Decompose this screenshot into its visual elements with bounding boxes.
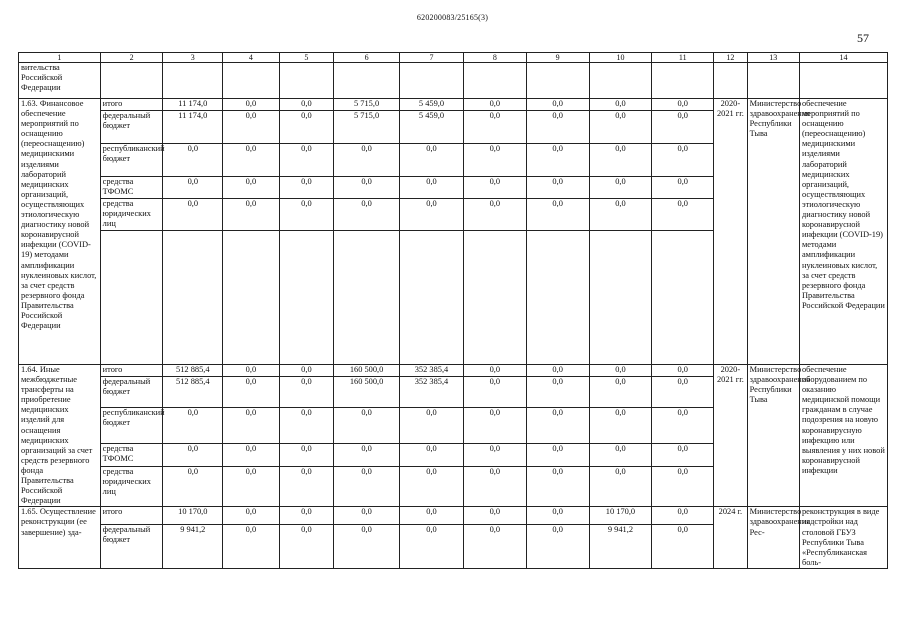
empty-cell: [400, 231, 464, 365]
funding-source: республиканский бюджет: [100, 407, 163, 444]
value-cell: 0,0: [279, 144, 333, 177]
value-cell: 0,0: [223, 466, 280, 507]
value-cell: 0,0: [463, 466, 526, 507]
value-cell: 0,0: [163, 407, 223, 444]
funding-source: средства ТФОМС: [100, 444, 163, 466]
column-header: 11: [652, 53, 714, 63]
value-cell: 9 941,2: [589, 524, 652, 568]
value-cell: 5 715,0: [334, 99, 400, 111]
funding-source: республиканский бюджет: [100, 144, 163, 177]
empty-cell: [334, 231, 400, 365]
column-header: 3: [163, 53, 223, 63]
header-row: [19, 53, 888, 63]
value-cell: 0,0: [223, 99, 280, 111]
value-cell: 0,0: [279, 524, 333, 568]
empty-cell: [223, 231, 280, 365]
value-cell: 0,0: [463, 199, 526, 231]
value-cell: 0,0: [526, 466, 589, 507]
executor: Министерство здравоохранения Республики Тыва: [747, 99, 799, 365]
value-cell: 0,0: [652, 177, 714, 199]
column-header: 13: [747, 53, 799, 63]
value-cell: 0,0: [526, 199, 589, 231]
value-cell: 0,0: [223, 444, 280, 466]
page-number: 57: [857, 31, 869, 45]
funding-source: итого: [100, 507, 163, 525]
empty-cell: [463, 231, 526, 365]
value-cell: 352 385,4: [400, 377, 464, 407]
value-cell: 0,0: [334, 407, 400, 444]
value-cell: 11 174,0: [163, 111, 223, 144]
empty-cell: [747, 63, 799, 99]
value-cell: 0,0: [163, 144, 223, 177]
period: 2020-2021 гг.: [714, 99, 748, 365]
column-header: 6: [334, 53, 400, 63]
column-header: 2: [100, 53, 163, 63]
value-cell: 0,0: [652, 111, 714, 144]
value-cell: 0,0: [279, 444, 333, 466]
value-cell: 0,0: [589, 177, 652, 199]
column-header: 14: [799, 53, 887, 63]
value-cell: 0,0: [223, 524, 280, 568]
value-cell: 0,0: [279, 507, 333, 525]
value-cell: 0,0: [652, 377, 714, 407]
column-header: 9: [526, 53, 589, 63]
executor: Министерство здравоохранения Рес-: [747, 507, 799, 569]
empty-cell: [652, 231, 714, 365]
value-cell: 0,0: [652, 99, 714, 111]
value-cell: 512 885,4: [163, 365, 223, 377]
result: обеспечение оборудованием по оказанию медицинской помощи гражданам в случае подозрения на новую коронавирусную инфекцию или выявления у них новой коронавирусной инфекции: [799, 365, 887, 507]
table-row: [19, 99, 888, 111]
value-cell: 0,0: [526, 507, 589, 525]
value-cell: 0,0: [463, 507, 526, 525]
value-cell: 0,0: [589, 365, 652, 377]
empty-cell: [526, 63, 589, 99]
value-cell: 0,0: [652, 365, 714, 377]
value-cell: 0,0: [652, 444, 714, 466]
funding-source: средства юридических лиц: [100, 466, 163, 507]
value-cell: 5 715,0: [334, 111, 400, 144]
column-header: 12: [714, 53, 748, 63]
value-cell: 0,0: [279, 111, 333, 144]
empty-cell: [279, 63, 333, 99]
empty-cell: [279, 231, 333, 365]
value-cell: 0,0: [589, 444, 652, 466]
table-row: [19, 365, 888, 377]
funding-source: федеральный бюджет: [100, 111, 163, 144]
value-cell: 0,0: [223, 111, 280, 144]
empty-cell: [589, 63, 652, 99]
empty-cell: [589, 231, 652, 365]
period: 2020-2021 гг.: [714, 365, 748, 507]
value-cell: 0,0: [223, 365, 280, 377]
value-cell: 0,0: [652, 199, 714, 231]
value-cell: 0,0: [589, 377, 652, 407]
value-cell: 0,0: [334, 199, 400, 231]
empty-cell: [652, 63, 714, 99]
value-cell: 0,0: [463, 99, 526, 111]
value-cell: 0,0: [334, 524, 400, 568]
value-cell: 0,0: [279, 377, 333, 407]
value-cell: 0,0: [463, 111, 526, 144]
executor: Министерство здравоохранения Республики Тыва: [747, 365, 799, 507]
value-cell: 0,0: [463, 177, 526, 199]
value-cell: 0,0: [652, 466, 714, 507]
value-cell: 0,0: [223, 177, 280, 199]
document-number: 620200083/25165(3): [416, 13, 489, 22]
value-cell: 0,0: [526, 444, 589, 466]
value-cell: 0,0: [163, 199, 223, 231]
value-cell: 0,0: [334, 507, 400, 525]
empty-cell: [163, 231, 223, 365]
column-header: 5: [279, 53, 333, 63]
funding-source: итого: [100, 99, 163, 111]
value-cell: 0,0: [223, 199, 280, 231]
value-cell: 0,0: [400, 407, 464, 444]
value-cell: 0,0: [526, 377, 589, 407]
value-cell: 512 885,4: [163, 377, 223, 407]
value-cell: 352 385,4: [400, 365, 464, 377]
value-cell: 0,0: [400, 466, 464, 507]
column-header: 7: [400, 53, 464, 63]
empty-cell: [163, 63, 223, 99]
value-cell: 0,0: [400, 199, 464, 231]
empty-cell: [334, 63, 400, 99]
value-cell: 0,0: [526, 407, 589, 444]
value-cell: 0,0: [463, 444, 526, 466]
carry-over-text: вительства Российской Федерации: [19, 63, 101, 99]
value-cell: 160 500,0: [334, 377, 400, 407]
budget-table: [18, 52, 888, 569]
result: обеспечение мероприятий по оснащению (переоснащению) медицинскими изделиями лабораторий медицинских организаций, осуществляющих этиологическую диагностику новой коронавирусной инфекции (COVID-19) методами амплификации нуклеиновых кислот, за счет средств резервного фонда Правительства Российской Федерации: [799, 99, 887, 365]
value-cell: 0,0: [223, 377, 280, 407]
value-cell: 10 170,0: [163, 507, 223, 525]
value-cell: 0,0: [163, 177, 223, 199]
result: реконструкция в виде надстройки над столовой ГБУЗ Республики Тыва «Республиканская боль-: [799, 507, 887, 569]
empty-cell: [100, 63, 163, 99]
value-cell: 0,0: [400, 144, 464, 177]
value-cell: 0,0: [526, 144, 589, 177]
value-cell: 0,0: [400, 444, 464, 466]
column-header: 1: [19, 53, 101, 63]
value-cell: 0,0: [526, 99, 589, 111]
carry-over-row: [19, 63, 888, 99]
funding-source: средства юридических лиц: [100, 199, 163, 231]
empty-cell: [223, 63, 280, 99]
value-cell: 0,0: [279, 365, 333, 377]
value-cell: 0,0: [334, 177, 400, 199]
value-cell: 5 459,0: [400, 111, 464, 144]
value-cell: 0,0: [223, 407, 280, 444]
value-cell: 0,0: [589, 466, 652, 507]
value-cell: 0,0: [526, 111, 589, 144]
value-cell: 0,0: [589, 144, 652, 177]
funding-source: федеральный бюджет: [100, 377, 163, 407]
value-cell: 0,0: [589, 99, 652, 111]
value-cell: 0,0: [589, 111, 652, 144]
value-cell: 0,0: [334, 466, 400, 507]
value-cell: 0,0: [279, 466, 333, 507]
value-cell: 0,0: [463, 144, 526, 177]
value-cell: 0,0: [652, 524, 714, 568]
funding-source: средства ТФОМС: [100, 177, 163, 199]
value-cell: 160 500,0: [334, 365, 400, 377]
value-cell: 0,0: [400, 507, 464, 525]
empty-cell: [400, 63, 464, 99]
value-cell: 0,0: [526, 365, 589, 377]
value-cell: 0,0: [463, 377, 526, 407]
empty-cell: [463, 63, 526, 99]
table-row: [19, 507, 888, 525]
section-title: 1.64. Иные межбюджетные трансферты на приобретение медицинских изделий для оснащения медицинских организаций за счет средств резервного фонда Правительства Российской Федерации: [19, 365, 101, 507]
column-header: 10: [589, 53, 652, 63]
value-cell: 5 459,0: [400, 99, 464, 111]
empty-cell: [100, 231, 163, 365]
empty-cell: [714, 63, 748, 99]
value-cell: 0,0: [589, 199, 652, 231]
value-cell: 10 170,0: [589, 507, 652, 525]
value-cell: 9 941,2: [163, 524, 223, 568]
value-cell: 0,0: [463, 524, 526, 568]
column-header: 4: [223, 53, 280, 63]
column-header: 8: [463, 53, 526, 63]
value-cell: 0,0: [463, 407, 526, 444]
value-cell: 0,0: [463, 365, 526, 377]
section-title: 1.65. Осуществление реконструкции (ее завершение) зда-: [19, 507, 101, 569]
value-cell: 0,0: [279, 99, 333, 111]
empty-cell: [526, 231, 589, 365]
value-cell: 11 174,0: [163, 99, 223, 111]
value-cell: 0,0: [652, 507, 714, 525]
empty-cell: [799, 63, 887, 99]
value-cell: 0,0: [223, 507, 280, 525]
value-cell: 0,0: [526, 177, 589, 199]
value-cell: 0,0: [400, 524, 464, 568]
funding-source: итого: [100, 365, 163, 377]
value-cell: 0,0: [334, 444, 400, 466]
value-cell: 0,0: [400, 177, 464, 199]
value-cell: 0,0: [279, 407, 333, 444]
section-title: 1.63. Финансовое обеспечение мероприятий по оснащению (переоснащению) медицинскими изделиями лабораторий медицинских организаций, осуществляющих этиологическую диагностику новой коронавирусной инфекции (COVID-19) методами амплификации нуклеиновых кислот, за счет средств резервного фонда Правительства Российской Федерации: [19, 99, 101, 365]
value-cell: 0,0: [526, 524, 589, 568]
value-cell: 0,0: [334, 144, 400, 177]
value-cell: 0,0: [589, 407, 652, 444]
value-cell: 0,0: [279, 199, 333, 231]
value-cell: 0,0: [163, 444, 223, 466]
period: 2024 г.: [714, 507, 748, 569]
value-cell: 0,0: [279, 177, 333, 199]
value-cell: 0,0: [652, 407, 714, 444]
value-cell: 0,0: [652, 144, 714, 177]
value-cell: 0,0: [163, 466, 223, 507]
funding-source: федеральный бюджет: [100, 524, 163, 568]
value-cell: 0,0: [223, 144, 280, 177]
